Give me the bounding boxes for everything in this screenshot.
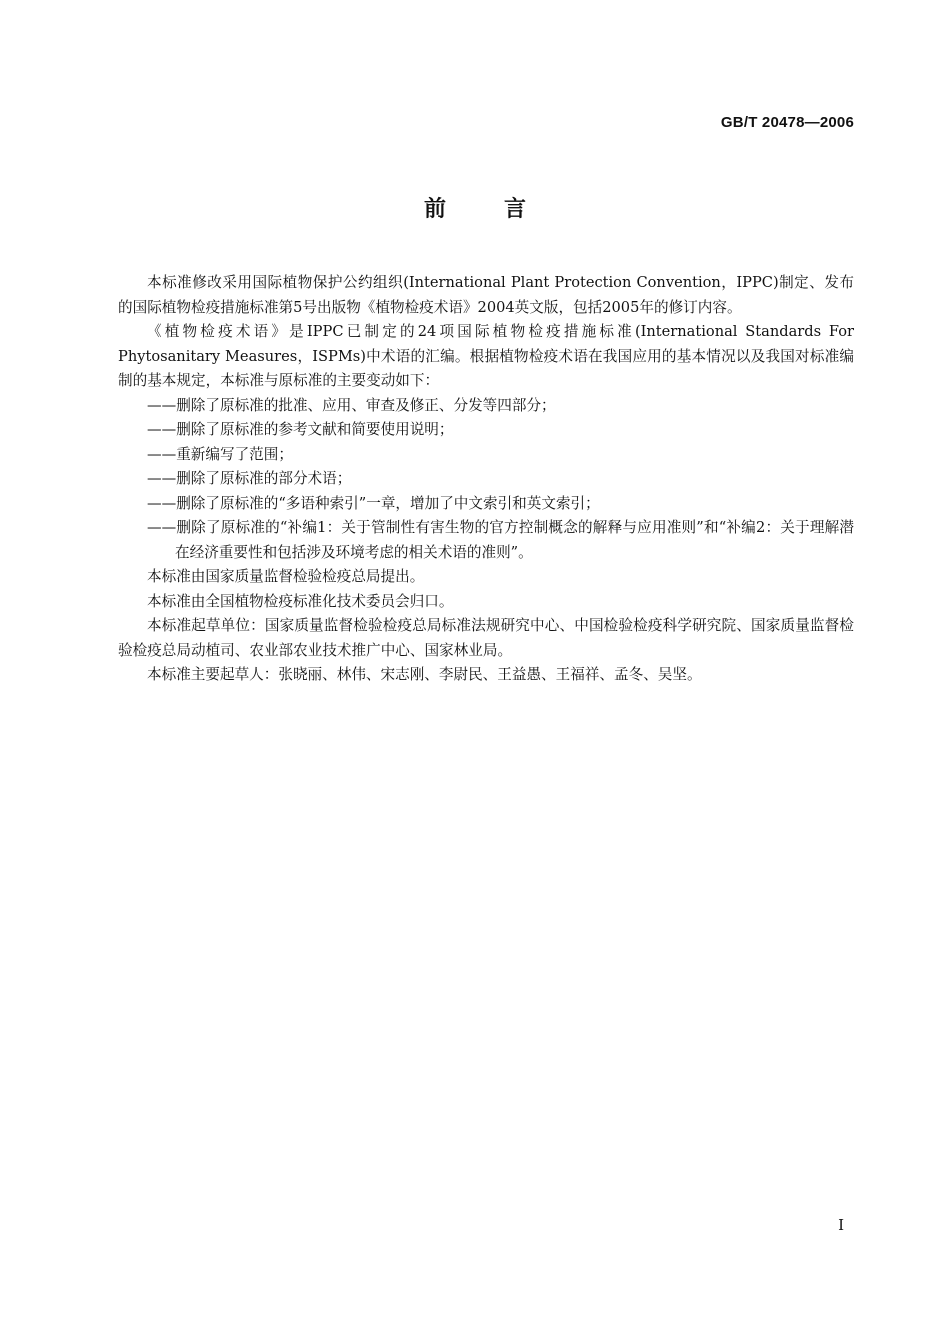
paragraph-proposer: 本标准由国家质量监督检验检疫总局提出。: [147, 568, 425, 585]
document-body: [118, 271, 854, 688]
standard-code: GB/T 20478—2006: [720, 114, 854, 131]
change-item: ——删除了原标准的“补编1：关于管制性有害生物的官方控制概念的解释与应用准则”和“补编2：关于理解潜在经济重要性和包括涉及环境考虑的相关术语的准则”。: [147, 519, 854, 561]
change-item: ——删除了原标准的批准、应用、审查及修正、分发等四部分；: [147, 396, 556, 414]
paragraph-adoption: 本标准修改采用国际植物保护公约组织(International Plant Protection Convention，IPPC)制定、发布的国际植物检疫措施标准第5号出版物《植物检疫术语》2004英文版，包括2005年的修订内容。: [118, 274, 854, 316]
paragraph-drafters: 本标准主要起草人：张晓丽、林伟、宋志刚、李尉民、王益愚、王福祥、孟冬、吴坚。: [147, 666, 702, 683]
change-item: ——重新编写了范围；: [147, 445, 293, 463]
paragraph-overview: 《植物检疫术语》是IPPC已制定的24项国际植物检疫措施标准(International Standards For Phytosanitary Measures，ISPMs)中术语的汇编。根据植物检疫术语在我国应用的基本情况以及我国对标准编制的基本规定，本标准与原标准的主要变动如下：: [118, 323, 854, 389]
change-item: ——删除了原标准的部分术语；: [147, 470, 352, 487]
change-item: ——删除了原标准的参考文献和简要使用说明；: [147, 421, 454, 438]
change-item: ——删除了原标准的“多语种索引”一章，增加了中文索引和英文索引；: [147, 494, 600, 512]
paragraph-committee: 本标准由全国植物检疫标准化技术委员会归口。: [147, 592, 454, 610]
page-number: I: [838, 1216, 844, 1234]
page-title: 前言: [423, 197, 584, 222]
paragraph-drafting-units: 本标准起草单位：国家质量监督检验检疫总局标准法规研究中心、中国检验检疫科学研究院、国家质量监督检验检疫总局动植司、农业部农业技术推广中心、国家林业局。: [118, 617, 854, 659]
